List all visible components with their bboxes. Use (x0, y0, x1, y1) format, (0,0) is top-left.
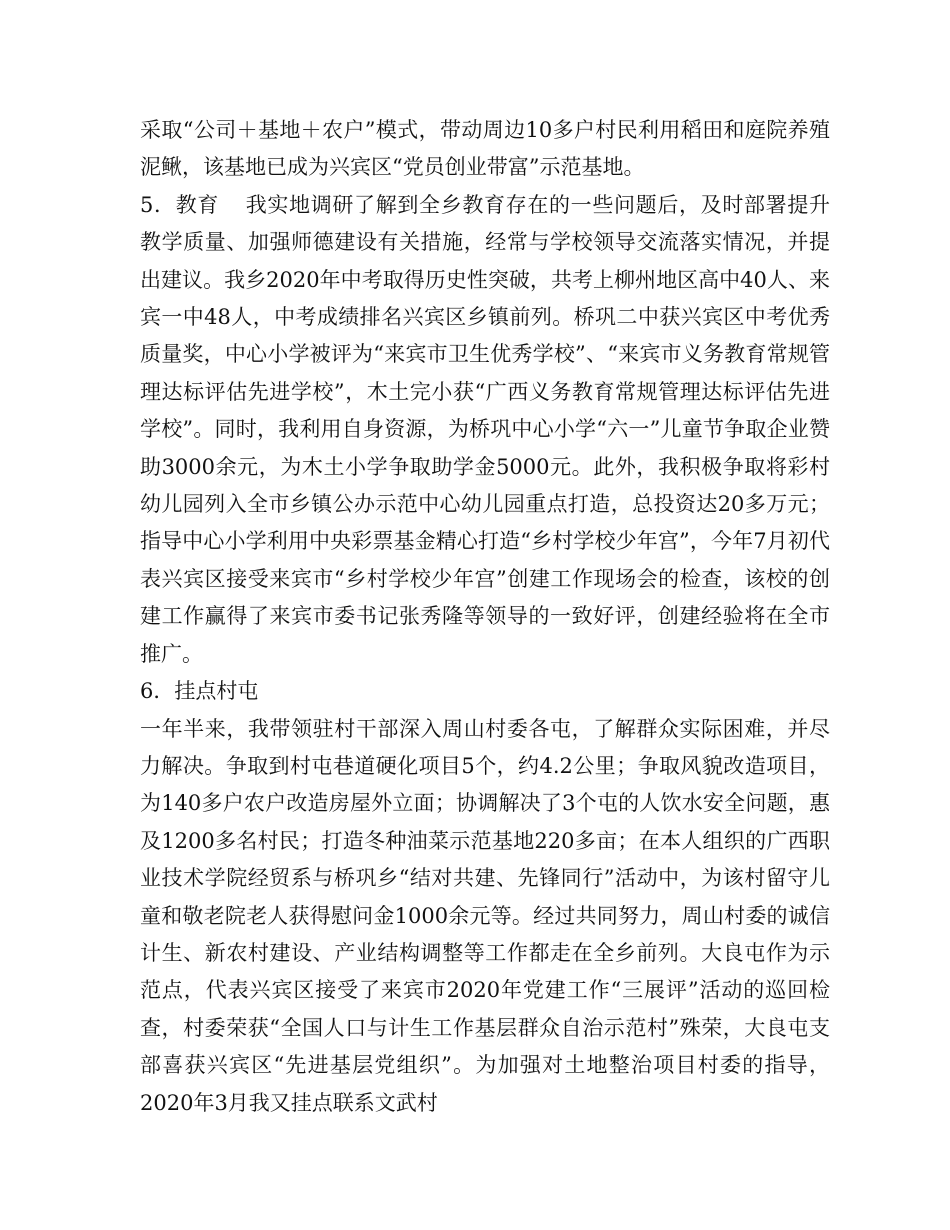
paragraph-text: 采取“公司＋基地＋农户”模式，带动周边10多户村民利用稻田和庭院养殖泥鳅，该基地已成为兴宾区“党员创业带富”示范基地。 (140, 118, 830, 180)
paragraph-text: 我实地调研了解到全乡教育存在的一些问题后，及时部署提升教学质量、加强师德建设有关措施，经常与学校领导交流落实情况，并提出建议。我乡2020年中考取得历史性突破，共考上柳州地区高中40人、来宾一中48人，中考成绩排名兴宾区乡镇前列。桥巩二中获兴宾区中考优秀质量奖，中心小学被评为“来宾市卫生优秀学校”、“来宾市义务教育常规管理达标评估先进学校”，木土完小获“广西义务教育常规管理达标评估先进学校”。同时，我利用自身资源，为桥巩中心小学“六一”儿童节争取企业赞助3000余元，为木土小学争取助学金5000元。此外，我积极争取将彩村幼儿园列入全市乡镇公办示范中心幼儿园重点打造，总投资达20多万元；指导中心小学利用中央彩票基金精心打造“乡村学校少年宫”，今年7月初代表兴宾区接受来宾市“乡村学校少年宫”创建工作现场会的检查，该校的创建工作赢得了来宾市委书记张秀隆等领导的一致好评，创建经验将在全市推广。 (140, 192, 830, 666)
paragraph-continuation (140, 112, 830, 187)
section-heading-village (140, 673, 830, 710)
document-body (140, 112, 830, 1122)
heading-text: 6．挂点村屯 (140, 679, 259, 704)
paragraph-village (140, 711, 830, 1122)
section-heading-education: 5．教育 (140, 192, 220, 217)
paragraph-education (140, 187, 830, 673)
paragraph-text: 一年半来，我带领驻村干部深入周山村委各屯，了解群众实际困难，并尽力解决。争取到村屯巷道硬化项目5个，约4.2公里；争取风貌改造项目，为140多户农户改造房屋外立面；协调解决了3个屯的人饮水安全问题，惠及1200多名村民；打造冬种油菜示范基地220多亩；在本人组织的广西职业技术学院经贸系与桥巩乡“结对共建、先锋同行”活动中，为该村留守儿童和敬老院老人获得慰问金1000余元等。经过共同努力，周山村委的诚信计生、新农村建设、产业结构调整等工作都走在全乡前列。大良屯作为示范点，代表兴宾区接受了来宾市2020年党建工作“三展评”活动的巡回检查，村委荣获“全国人口与计生工作基层群众自治示范村”殊荣，大良屯支部喜获兴宾区“先进基层党组织”。为加强对土地整治项目村委的指导，2020年3月我又挂点联系文武村 (140, 716, 830, 1115)
